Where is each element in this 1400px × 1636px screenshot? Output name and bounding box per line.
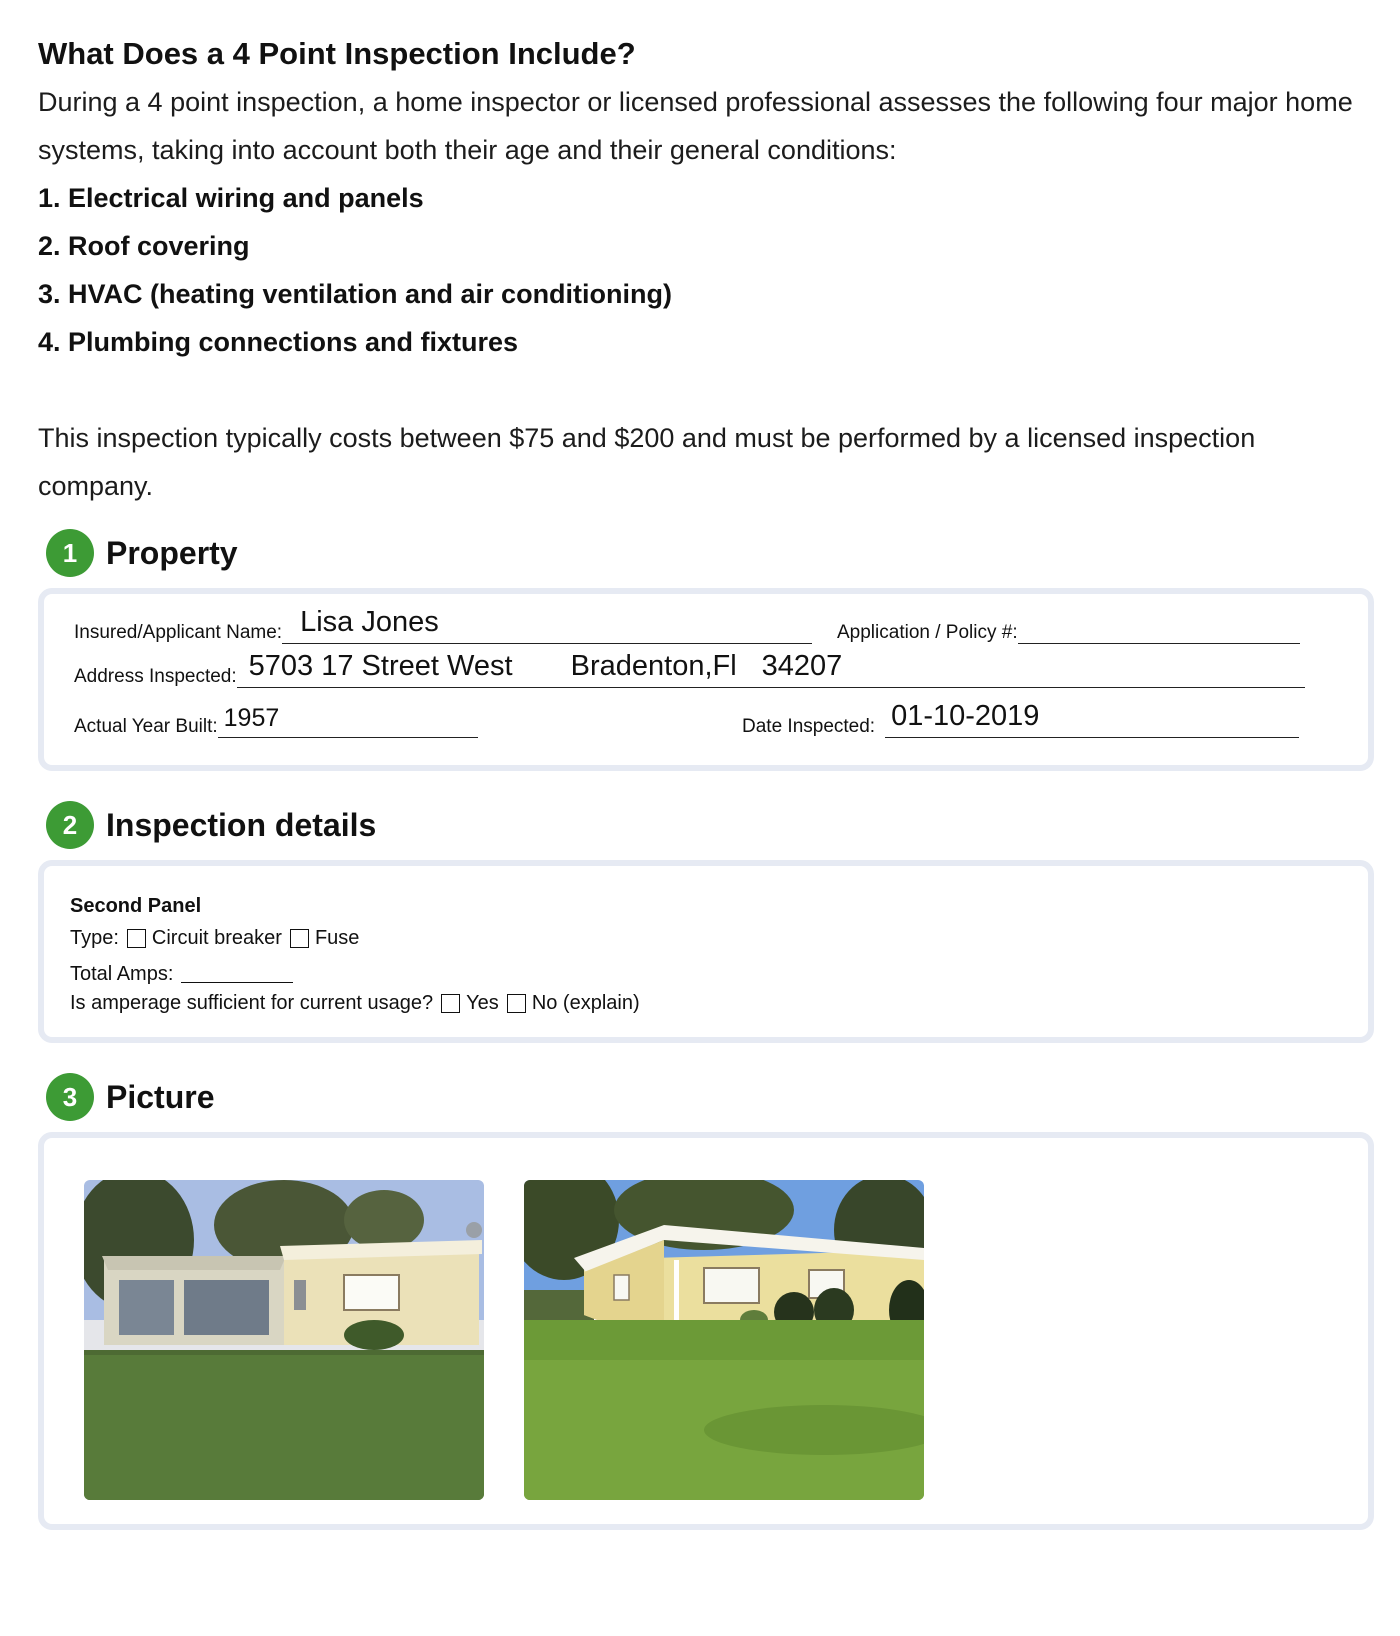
policy-row [837,612,1300,644]
second-panel-form [70,890,640,1016]
house-photo-back-image [84,1180,484,1500]
fuse-label: Fuse [314,926,360,949]
total-amps-label: Total Amps: [70,962,174,985]
list-item: 4. Plumbing connections and fixtures [38,327,519,357]
section-number-badge: 1 [46,529,94,577]
amperage-no-label: No (explain) [531,991,640,1014]
circuit-breaker-checkbox[interactable] [127,929,146,948]
amperage-no-checkbox[interactable] [507,994,526,1013]
total-amps-row [70,958,640,990]
address-label: Address Inspected: [74,666,237,687]
year-built-label: Actual Year Built: [74,716,218,737]
fuse-checkbox[interactable] [290,929,309,948]
total-amps-field[interactable] [181,965,293,983]
section-title: Picture [106,1078,215,1115]
year-built-row [74,706,478,738]
policy-field[interactable] [1018,612,1300,644]
applicant-name-row [74,606,812,644]
section-number-badge: 3 [46,1073,94,1121]
panel-type-label: Type: [70,926,119,949]
date-label: Date Inspected: [742,716,876,737]
section-title: Inspection details [106,806,377,843]
policy-label: Application / Policy #: [837,622,1018,643]
year-built-value: 1957 [223,704,280,732]
house-photo-front-image [524,1180,924,1500]
house-photo-back[interactable] [84,1180,484,1500]
house-photo-front[interactable] [524,1180,924,1500]
circuit-breaker-label: Circuit breaker [151,926,282,949]
address-street: 5703 17 Street West [248,650,513,682]
section-title: Property [106,534,238,571]
intro-paragraph: During a 4 point inspection, a home inspector or licensed professional assesses the following four major home systems, taking into account both their age and their general conditions: [38,87,1353,165]
address-row [74,650,1305,688]
amperage-row [70,990,640,1016]
section-header-property [46,529,238,577]
intro-section [38,30,1358,510]
year-built-field[interactable] [218,706,478,738]
applicant-name-value: Lisa Jones [300,606,439,638]
date-row [742,700,1299,738]
amperage-question: Is amperage sufficient for current usage? [70,991,434,1014]
section-header-inspection-details [46,801,376,849]
address-zip: 34207 [761,650,843,682]
date-value: 01-10-2019 [891,700,1040,732]
inspection-details-card [38,860,1374,1043]
list-item: 2. Roof covering [38,231,250,261]
cost-note: This inspection typically costs between $75 and $200 and must be performed by a licensed inspection company. [38,423,1256,501]
list-item: 1. Electrical wiring and panels [38,183,424,213]
list-item: 3. HVAC (heating ventilation and air conditioning) [38,279,673,309]
applicant-name-field[interactable] [282,606,812,644]
address-field[interactable] [237,650,1305,688]
property-card [38,588,1374,771]
amperage-yes-checkbox[interactable] [441,994,460,1013]
picture-card [38,1132,1374,1530]
section-number-badge: 2 [46,801,94,849]
second-panel-heading: Second Panel [70,894,202,917]
intro-heading: What Does a 4 Point Inspection Include? [38,36,636,71]
panel-type-row [70,922,640,954]
applicant-name-label: Insured/Applicant Name: [74,622,283,643]
address-city: Bradenton,Fl [570,650,737,682]
section-header-picture [46,1073,214,1121]
date-field[interactable] [885,700,1299,738]
amperage-yes-label: Yes [466,991,499,1014]
